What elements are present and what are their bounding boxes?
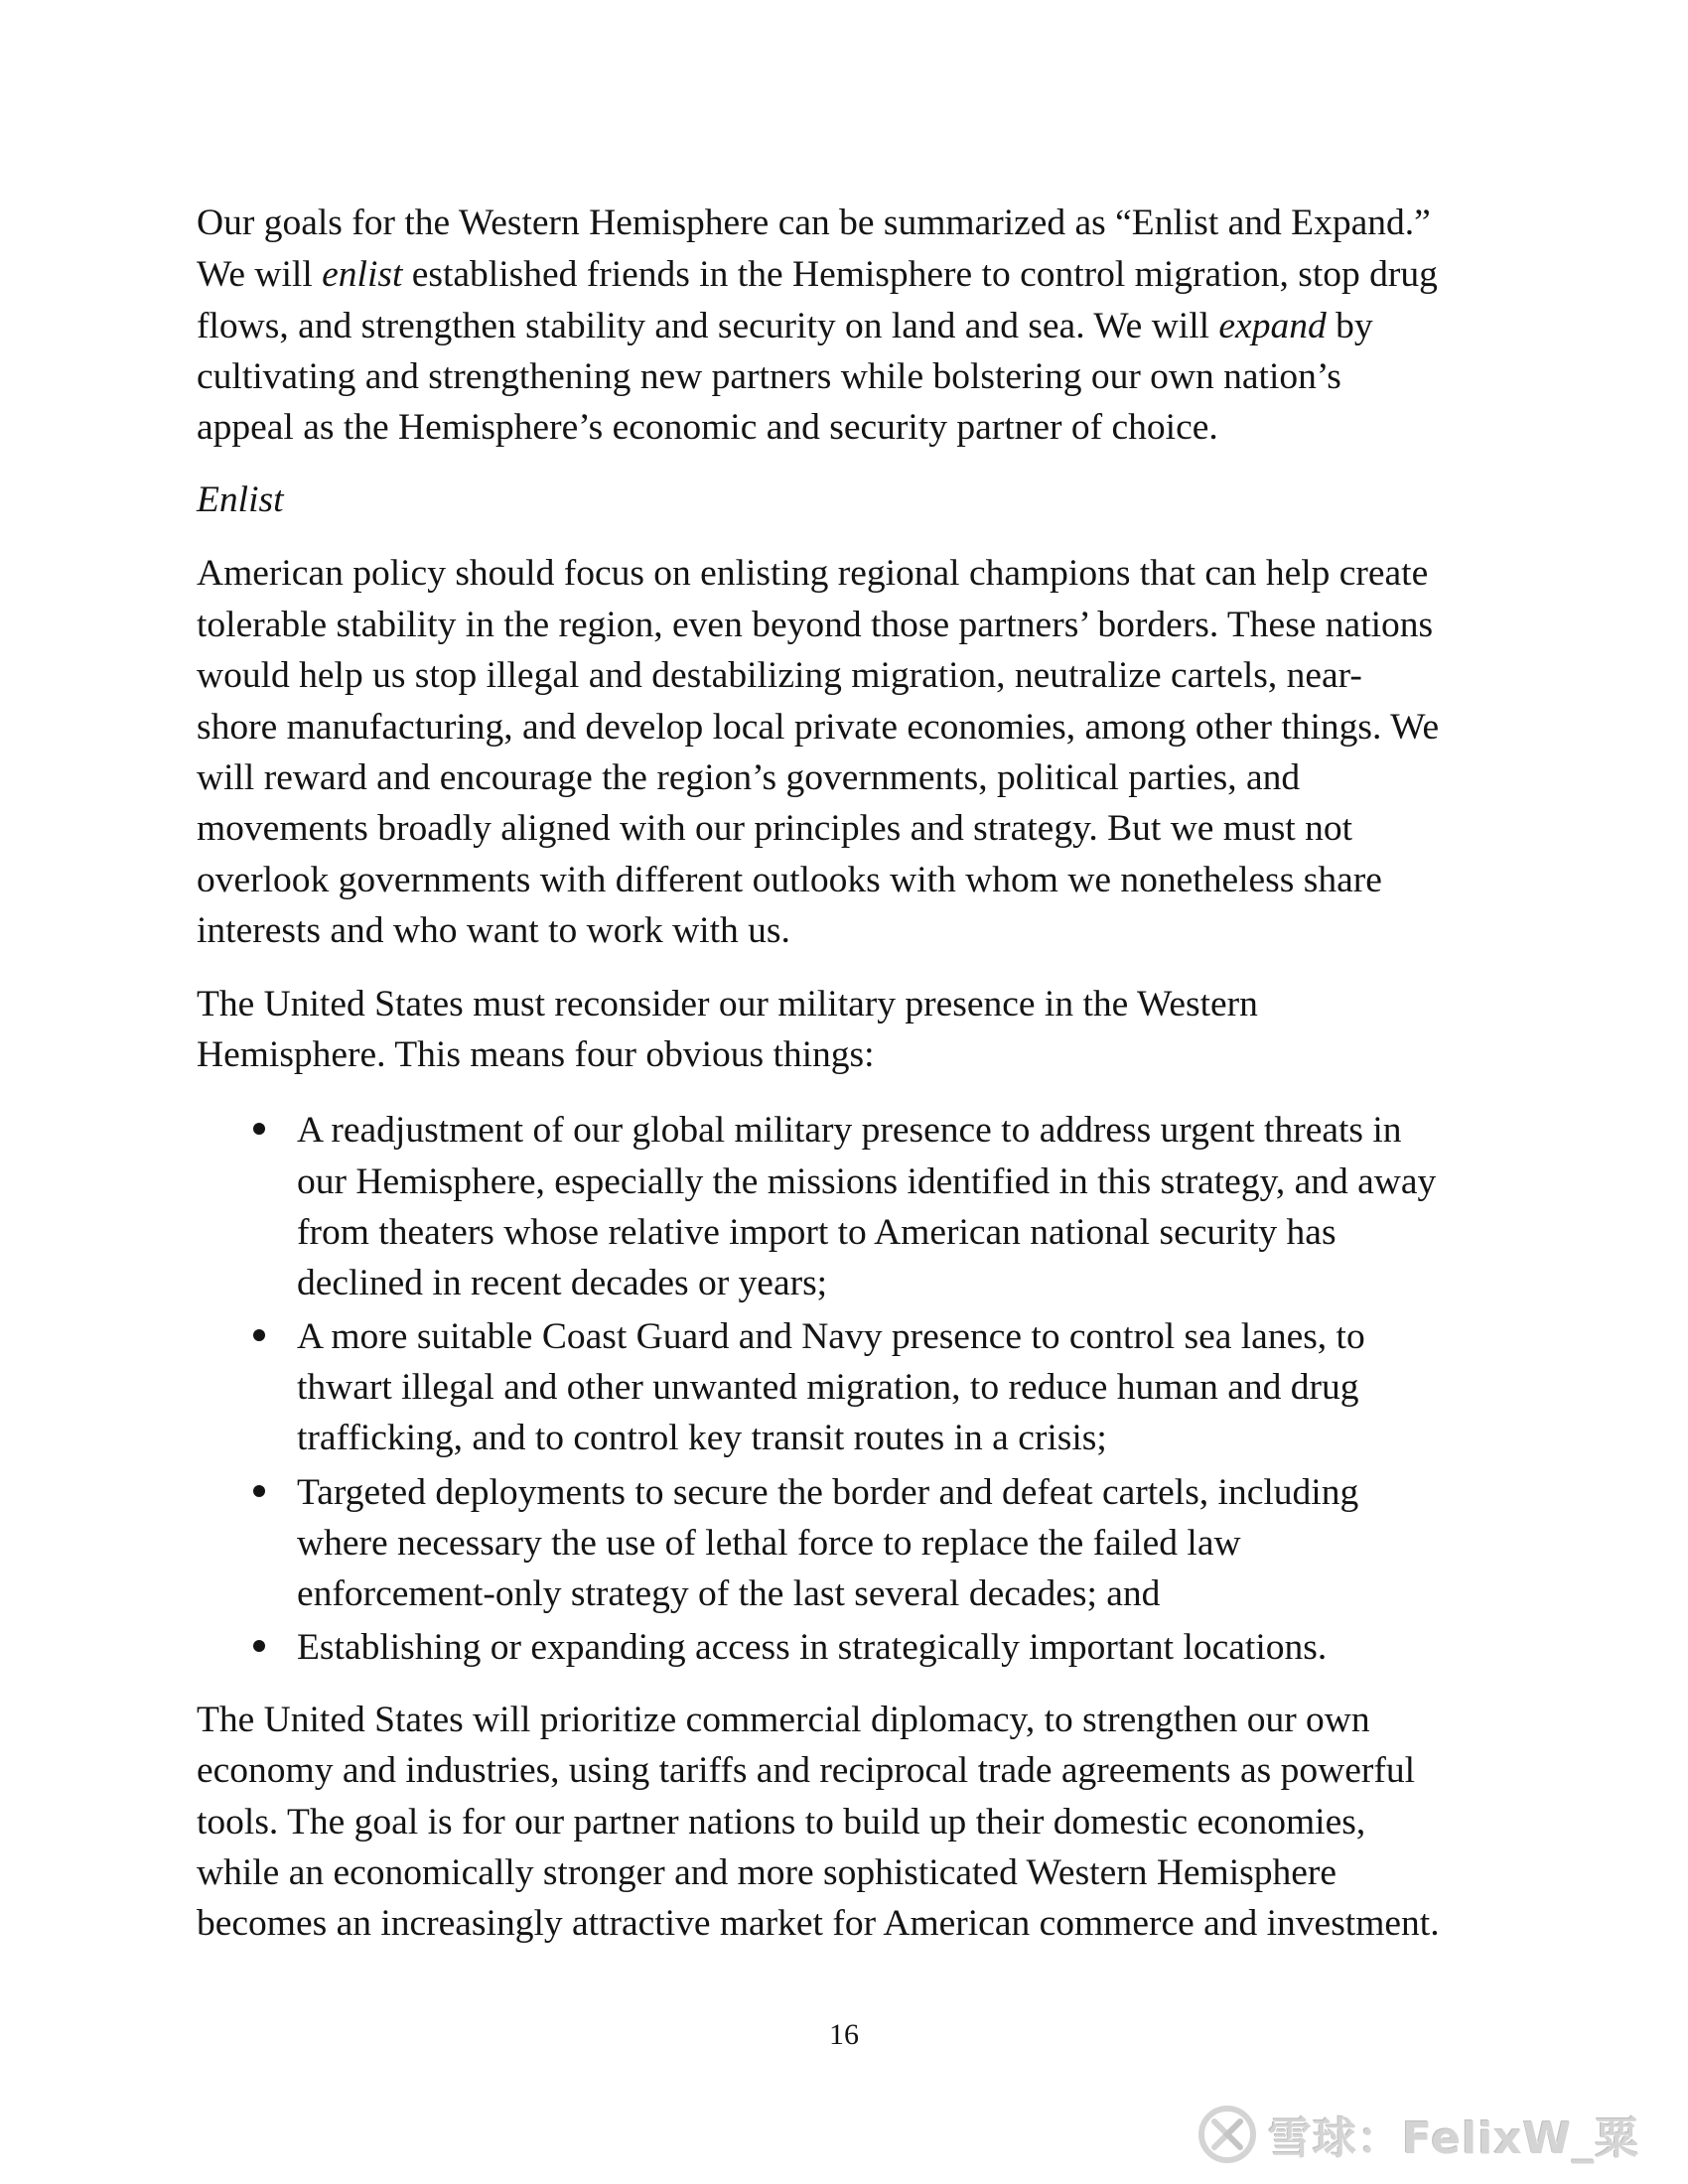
- text-run: American policy should focus on enlisting regional champions that can help create: [197, 553, 1429, 594]
- text-run: movements broadly aligned with our principles and strategy. But we must not: [197, 808, 1353, 849]
- paragraph-1-line: [197, 358, 1341, 396]
- text-run: economy and industries, using tariffs and reciprocal trade agreements as powerful: [197, 1750, 1416, 1791]
- bullet-item-line: where necessary the use of lethal force to replace the failed law: [297, 1523, 1241, 1564]
- text-run: by: [1326, 306, 1373, 346]
- text-run: will reward and encourage the region’s governments, political parties, and: [197, 757, 1301, 798]
- paragraph-1-line: [197, 409, 1218, 447]
- paragraph-4-line: [197, 1804, 1365, 1842]
- paragraph-1-line: [197, 256, 1438, 294]
- bullet-item-line: from theaters whose relative import to American national security has: [297, 1212, 1336, 1253]
- bullet-item-line: thwart illegal and other unwanted migration, to reduce human and drug: [297, 1367, 1359, 1408]
- text-run: established friends in the Hemisphere to control migration, stop drug: [402, 254, 1438, 295]
- page-number: 16: [829, 2018, 859, 2051]
- paragraph-2-line: [197, 607, 1433, 644]
- bullet-item-line: declined in recent decades or years;: [297, 1263, 828, 1303]
- text-run: while an economically stronger and more sophisticated Western Hemisphere: [197, 1852, 1337, 1893]
- paragraph-1-line: [197, 308, 1373, 345]
- watermark: [1196, 2103, 1639, 2166]
- text-run: shore manufacturing, and develop local private economies, among other things. We: [197, 707, 1440, 748]
- paragraph-3-line: [197, 986, 1258, 1024]
- section-heading-enlist: Enlist: [197, 479, 284, 520]
- bullet-icon: [253, 1485, 265, 1497]
- bullet-item-line: Targeted deployments to secure the border and defeat cartels, including: [297, 1472, 1359, 1513]
- paragraph-2-line: [197, 759, 1300, 797]
- paragraph-4-line: [197, 1905, 1440, 1943]
- paragraph-4-line: [197, 1752, 1415, 1790]
- paragraph-2-line: [197, 709, 1439, 747]
- italic-emphasis: expand: [1218, 306, 1327, 346]
- bullet-icon: [253, 1123, 265, 1135]
- paragraph-2-line: [197, 912, 790, 950]
- text-run: The United States must reconsider our military presence in the Western: [197, 984, 1258, 1024]
- bullet-icon: [253, 1640, 265, 1652]
- text-run: overlook governments with different outlooks with whom we nonetheless share: [197, 860, 1382, 900]
- paragraph-2-line: [197, 657, 1362, 695]
- text-run: We will: [197, 254, 323, 295]
- bullet-item-line: enforcement-only strategy of the last several decades; and: [297, 1573, 1161, 1614]
- text-run: appeal as the Hemisphere’s economic and security partner of choice.: [197, 407, 1218, 448]
- paragraph-3-line: [197, 1036, 875, 1074]
- bullet-item-line: Establishing or expanding access in strategically important locations.: [297, 1627, 1328, 1668]
- text-run: Hemisphere. This means four obvious things:: [197, 1034, 875, 1075]
- paragraph-4-line: [197, 1702, 1370, 1739]
- paragraph-2-line: [197, 555, 1428, 593]
- bullet-item-line: A readjustment of our global military presence to address urgent threats in: [297, 1110, 1402, 1151]
- text-run: Our goals for the Western Hemisphere can be summarized as “Enlist and Expand.”: [197, 203, 1431, 243]
- paragraph-2-line: [197, 862, 1382, 899]
- text-run: The United States will prioritize commercial diplomacy, to strengthen our own: [197, 1700, 1370, 1740]
- italic-emphasis: enlist: [322, 254, 403, 295]
- paragraph-1-line: [197, 205, 1431, 242]
- paragraph-4-line: [197, 1854, 1336, 1892]
- bullet-item-line: A more suitable Coast Guard and Navy presence to control sea lanes, to: [297, 1316, 1365, 1357]
- watermark-text: 雪球：FelixW_粟: [1268, 2114, 1640, 2164]
- bullet-item-line: trafficking, and to control key transit routes in a crisis;: [297, 1418, 1107, 1458]
- text-run: tools. The goal is for our partner nations to build up their domestic economies,: [197, 1802, 1366, 1843]
- text-run: tolerable stability in the region, even beyond those partners’ borders. These nations: [197, 605, 1434, 645]
- text-run: would help us stop illegal and destabilizing migration, neutralize cartels, near-: [197, 655, 1362, 696]
- text-run: becomes an increasingly attractive market for American commerce and investment.: [197, 1903, 1440, 1944]
- text-run: interests and who want to work with us.: [197, 910, 790, 951]
- text-run: flows, and strengthen stability and security on land and sea. We will: [197, 306, 1219, 346]
- bullet-icon: [253, 1329, 265, 1341]
- text-run: cultivating and strengthening new partners while bolstering our own nation’s: [197, 356, 1341, 397]
- paragraph-2-line: [197, 810, 1352, 848]
- snowball-logo-icon: [1196, 2104, 1258, 2165]
- bullet-item-line: our Hemisphere, especially the missions identified in this strategy, and away: [297, 1161, 1437, 1202]
